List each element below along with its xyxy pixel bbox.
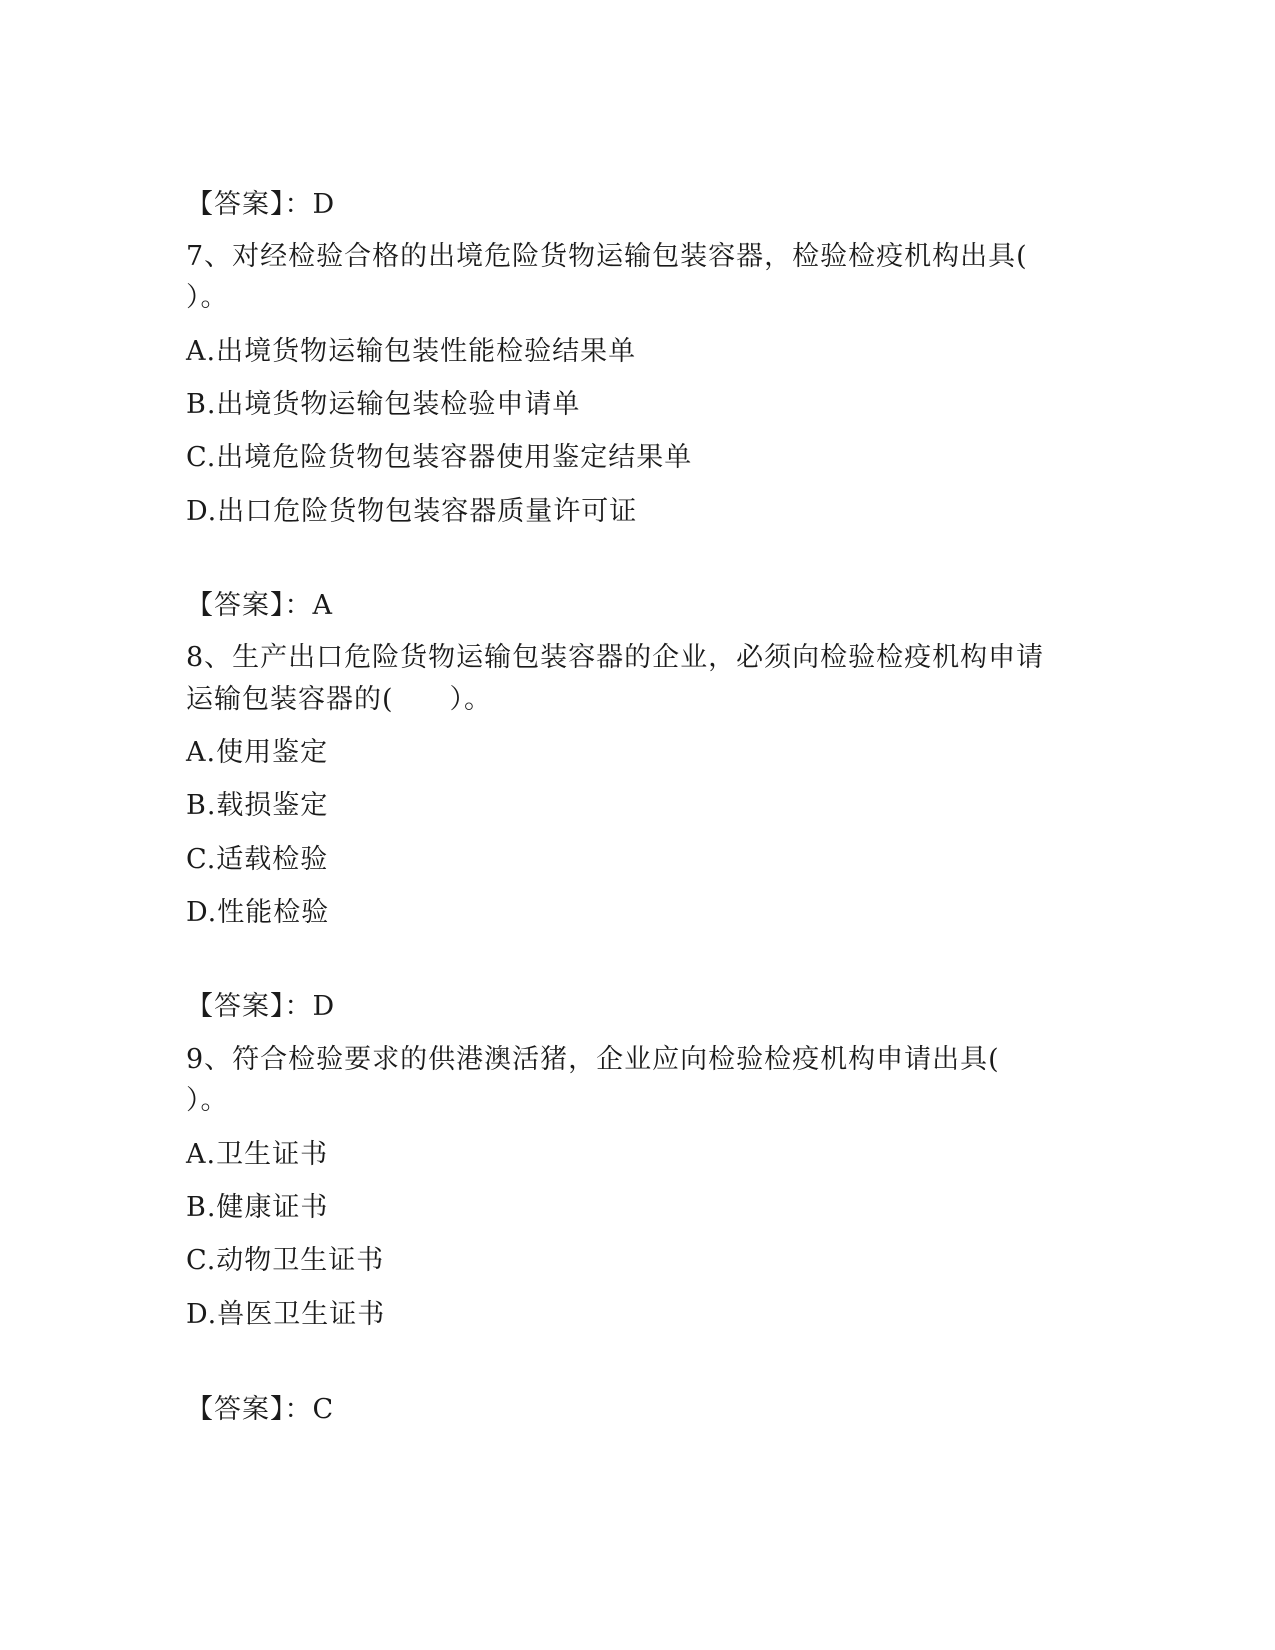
question-8-option-d: D.性能检验 — [186, 897, 330, 928]
question-7-option-a: A.出境货物运输包装性能检验结果单 — [186, 336, 637, 367]
answer-previous: 【答案】：D — [186, 189, 336, 220]
question-8-stem-line-2: 运输包装容器的( ）。 — [186, 684, 493, 715]
question-8-option-b: B.载损鉴定 — [186, 790, 329, 821]
question-9-option-c: C.动物卫生证书 — [186, 1245, 385, 1276]
question-9-stem-line-1: 9、符合检验要求的供港澳活猪，企业应向检验检疫机构申请出具( — [186, 1044, 1000, 1075]
question-7-stem-line-2: ）。 — [186, 282, 229, 313]
question-9-option-a: A.卫生证书 — [186, 1139, 329, 1170]
question-8-stem-line-1: 8、生产出口危险货物运输包装容器的企业，必须向检验检疫机构申请 — [186, 642, 1045, 673]
question-8-option-c: C.适载检验 — [186, 844, 329, 875]
question-8-option-a: A.使用鉴定 — [186, 737, 329, 768]
question-7-option-d: D.出口危险货物包装容器质量许可证 — [186, 496, 638, 527]
question-9-stem-line-2: ）。 — [186, 1085, 229, 1116]
question-8-answer: 【答案】：D — [186, 991, 336, 1022]
question-7-option-c: C.出境危险货物包装容器使用鉴定结果单 — [186, 442, 693, 473]
question-7-option-b: B.出境货物运输包装检验申请单 — [186, 389, 581, 420]
question-9-option-b: B.健康证书 — [186, 1192, 329, 1223]
question-7-stem-line-1: 7、对经检验合格的出境危险货物运输包装容器，检验检疫机构出具( — [186, 241, 1028, 272]
question-7-answer: 【答案】：A — [186, 590, 333, 621]
question-9-answer: 【答案】：C — [186, 1394, 335, 1425]
question-9-option-d: D.兽医卫生证书 — [186, 1299, 386, 1330]
